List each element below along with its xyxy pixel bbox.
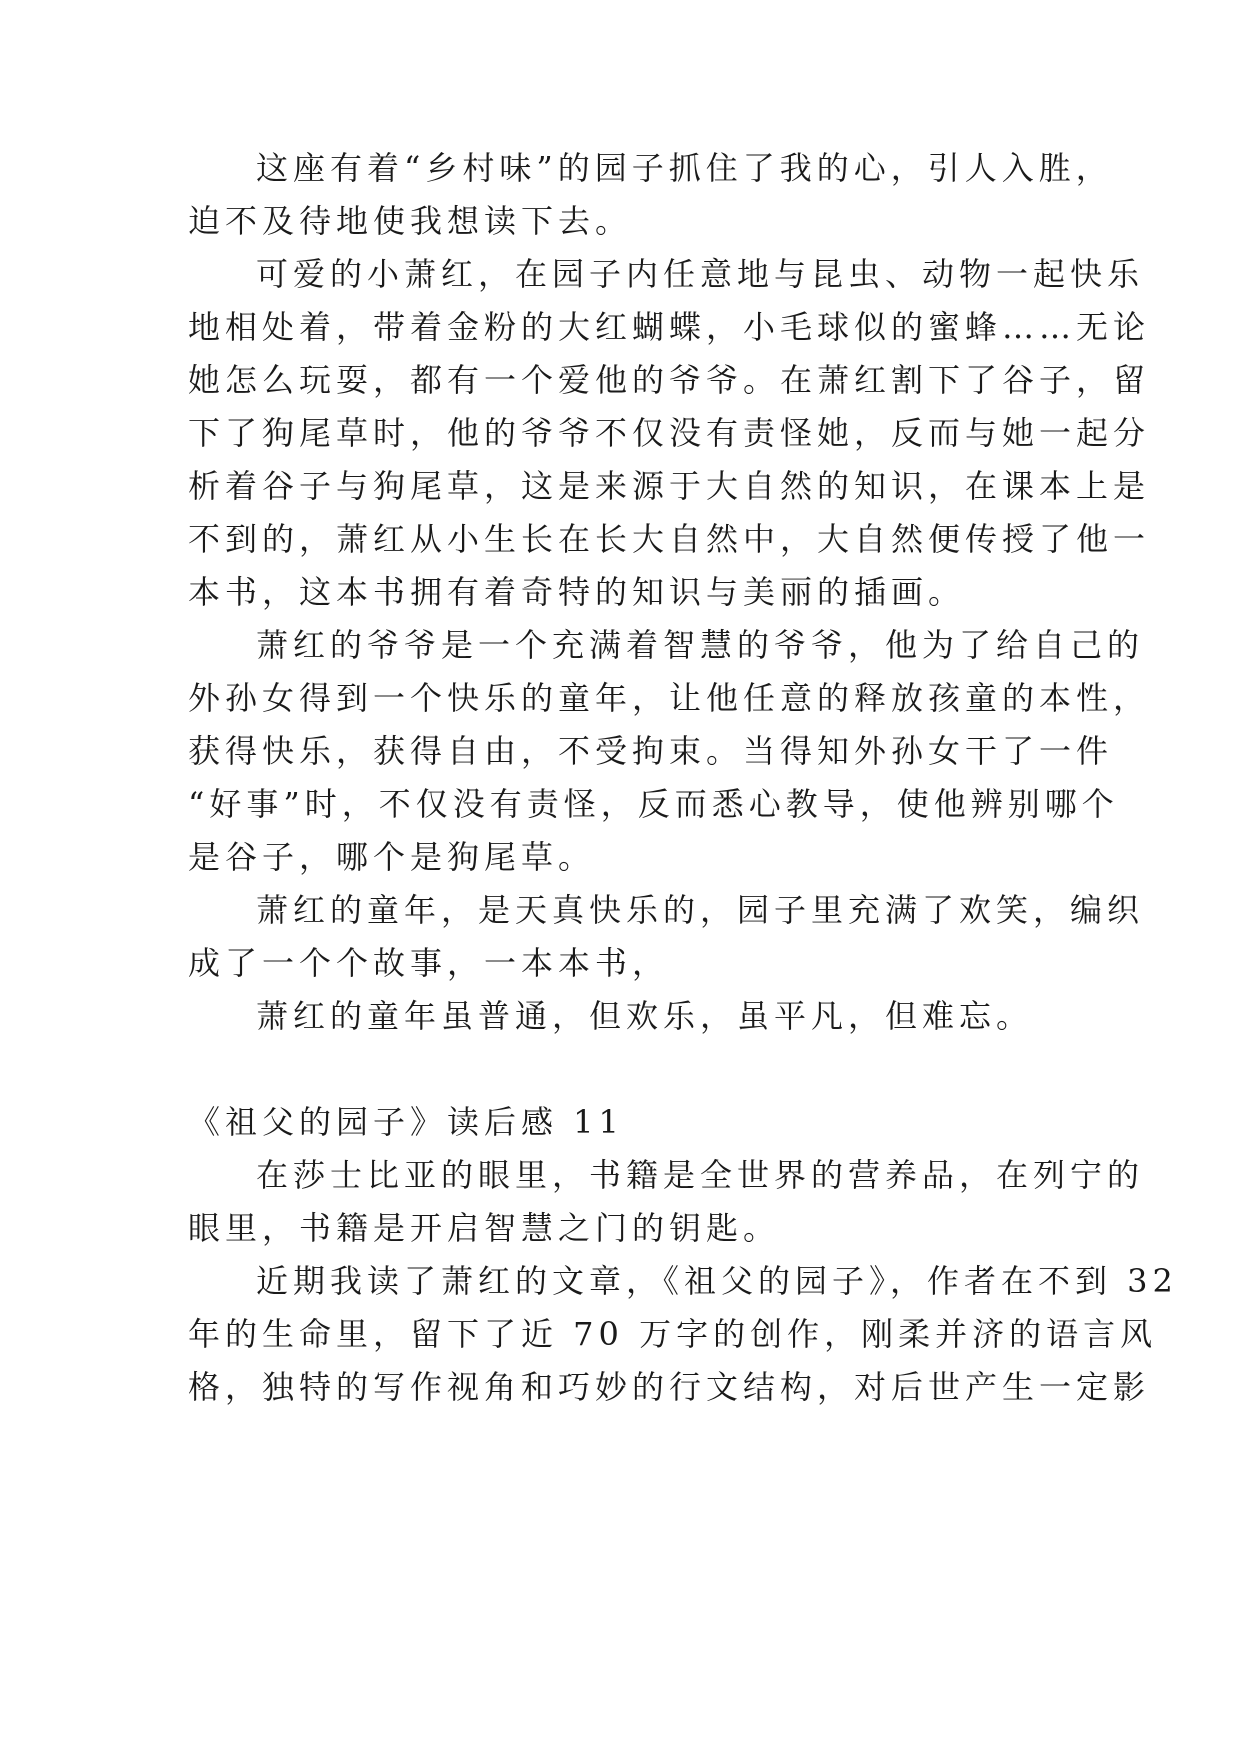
paragraph-line: 她怎么玩耍，都有一个爱他的爷爷。在萧红割下了谷子，留 — [188, 361, 1151, 399]
paragraph-line: 萧红的童年，是天真快乐的，园子里充满了欢笑，编织 — [256, 891, 1145, 929]
paragraph-line: 萧红的爷爷是一个充满着智慧的爷爷，他为了给自己的 — [256, 626, 1145, 664]
paragraph-line: 眼里，书籍是开启智慧之门的钥匙。 — [188, 1209, 781, 1247]
paragraph-line: 近期我读了萧红的文章，《祖父的园子》，作者在不到 32 — [256, 1262, 1178, 1300]
paragraph-line: 析着谷子与狗尾草，这是来源于大自然的知识，在课本上是 — [188, 467, 1151, 505]
paragraph-line: “好事”时，不仅没有责怪，反而悉心教导，使他辨别哪个 — [188, 785, 1119, 823]
section-heading: 《祖父的园子》读后感 11 — [188, 1103, 624, 1141]
paragraph-line: 在莎士比亚的眼里，书籍是全世界的营养品，在列宁的 — [256, 1156, 1145, 1194]
paragraph-line: 外孙女得到一个快乐的童年，让他任意的释放孩童的本性， — [188, 679, 1151, 717]
paragraph-line: 获得快乐，获得自由，不受拘束。当得知外孙女干了一件 — [188, 732, 1114, 770]
paragraph-line: 本书，这本书拥有着奇特的知识与美丽的插画。 — [188, 573, 966, 611]
paragraph-line: 可爱的小萧红，在园子内任意地与昆虫、动物一起快乐 — [256, 255, 1145, 293]
paragraph-line: 年的生命里，留下了近 70 万字的创作，刚柔并济的语言风 — [188, 1315, 1158, 1353]
paragraph-line: 不到的，萧红从小生长在长大自然中，大自然便传授了他一 — [188, 520, 1151, 558]
paragraph-line: 下了狗尾草时，他的爷爷不仅没有责怪她，反而与她一起分 — [188, 414, 1151, 452]
paragraph-line: 格，独特的写作视角和巧妙的行文结构，对后世产生一定影 — [188, 1368, 1151, 1406]
paragraph-line: 这座有着“乡村味”的园子抓住了我的心，引人入胜， — [256, 149, 1113, 187]
paragraph-line: 迫不及待地使我想读下去。 — [188, 202, 633, 240]
paragraph-line: 地相处着，带着金粉的大红蝴蝶，小毛球似的蜜蜂……无论 — [188, 308, 1151, 346]
paragraph-line: 萧红的童年虽普通，但欢乐，虽平凡，但难忘。 — [256, 997, 1034, 1035]
paragraph-line: 成了一个个故事，一本本书， — [188, 944, 670, 982]
paragraph-line: 是谷子，哪个是狗尾草。 — [188, 838, 596, 876]
